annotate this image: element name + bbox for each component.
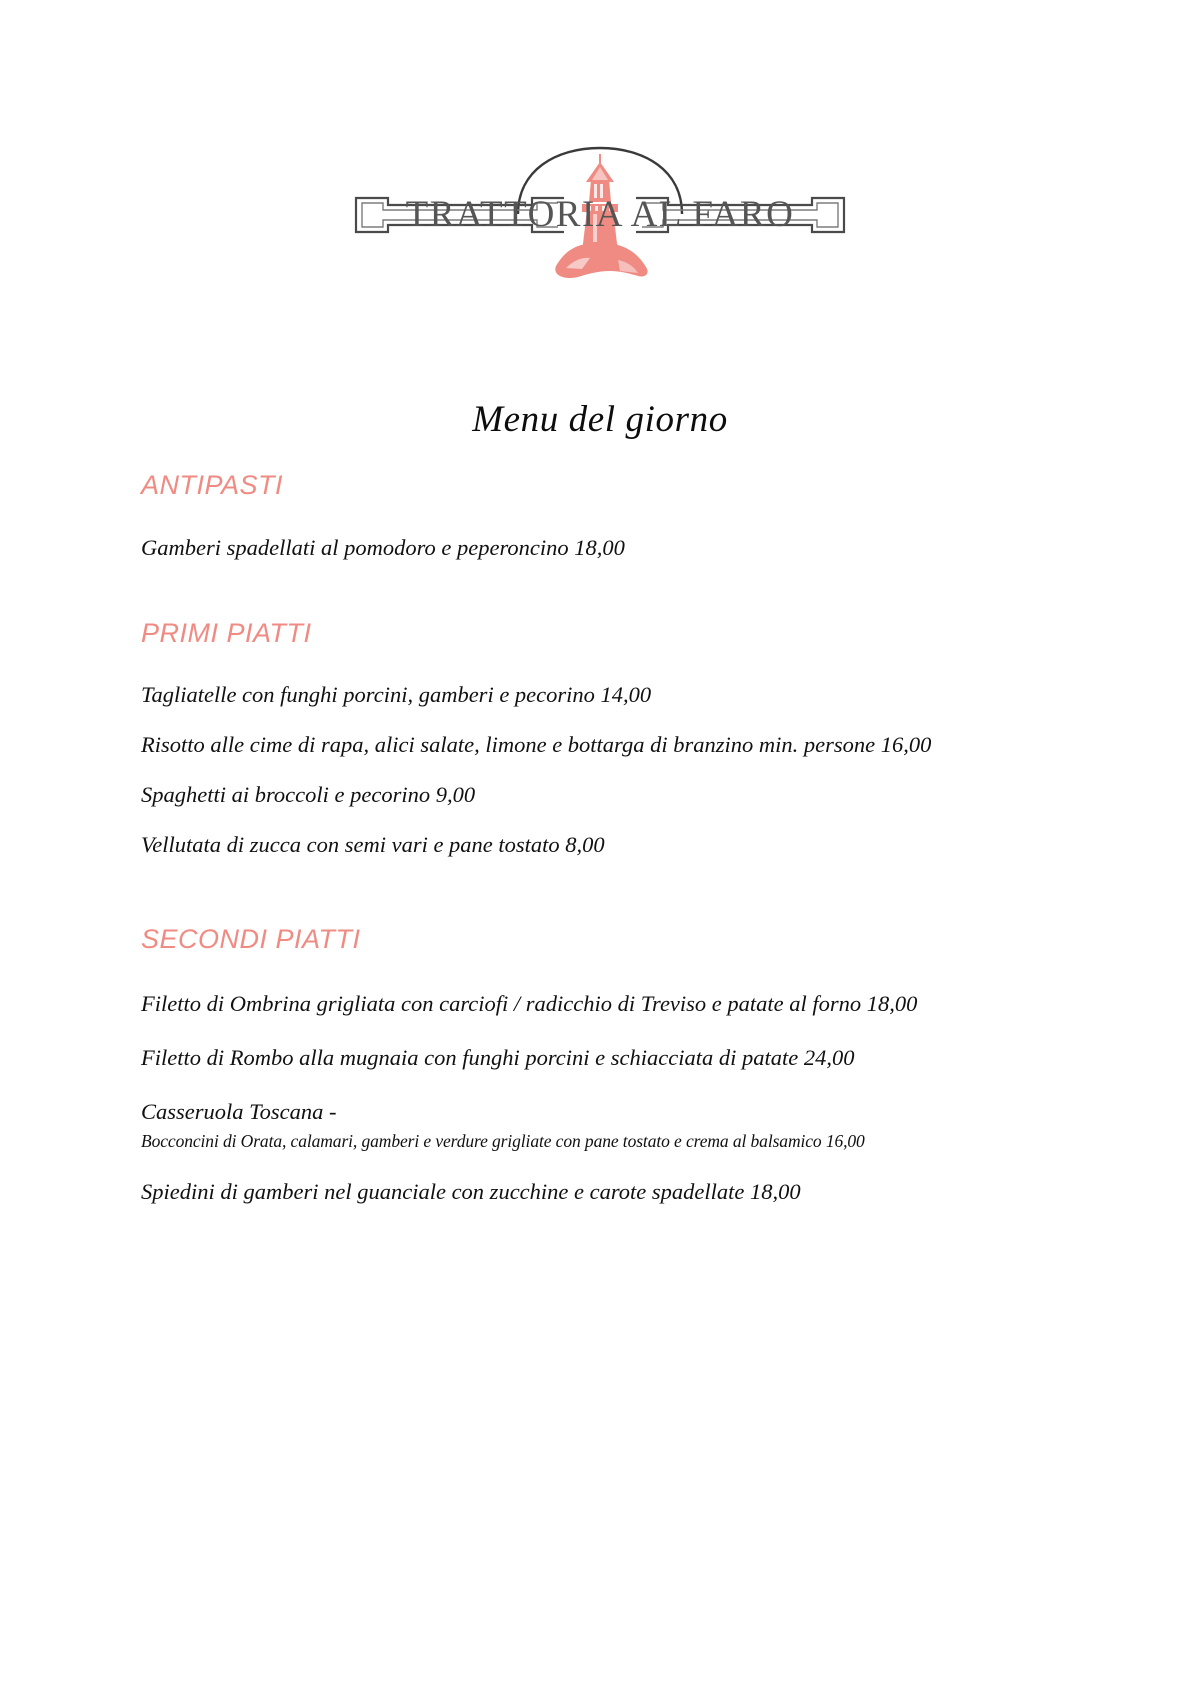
menu-item: Tagliatelle con funghi porcini, gamberi e pecorino 14,00	[141, 681, 652, 707]
menu-item: Spiedini di gamberi nel guanciale con zucchine e carote spadellate 18,00	[141, 1179, 801, 1205]
menu-item: Vellutata di zucca con semi vari e pane tostato 8,00	[141, 831, 605, 857]
menu-content	[141, 470, 1101, 1205]
menu-item: Casseruola Toscana -	[141, 1099, 337, 1125]
restaurant-logo	[0, 140, 1200, 285]
logo-wordmark: TRATTORIA AL FARO	[405, 194, 795, 235]
menu-item-description: Bocconcini di Orata, calamari, gamberi e verdure grigliate con pane tostato e crema al balsamico 16,00	[141, 1131, 865, 1151]
menu-item: Gamberi spadellati al pomodoro e peperoncino 18,00	[141, 535, 625, 560]
menu-item: Filetto di Ombrina grigliata con carciofi / radicchio di Treviso e patate al forno 18,00	[141, 991, 918, 1017]
menu-item: Filetto di Rombo alla mugnaia con funghi porcini e schiacciata di patate 24,00	[141, 1045, 855, 1071]
menu-items-secondi-piatti	[141, 991, 1101, 1205]
menu-item: Risotto alle cime di rapa, alici salate, limone e bottarga di branzino min. persone 16,00	[141, 731, 932, 757]
section-heading-antipasti: ANTIPASTI	[141, 470, 284, 500]
section-heading-primi-piatti: PRIMI PIATTI	[141, 617, 312, 648]
menu-items-antipasti	[141, 535, 1101, 561]
logo-graphic	[342, 140, 858, 285]
section-heading-secondi-piatti: SECONDI PIATTI	[141, 924, 361, 955]
menu-section-primi-piatti	[141, 618, 1101, 858]
menu-section-secondi-piatti	[141, 924, 1101, 1205]
menu-section-antipasti	[141, 470, 1101, 561]
menu-items-primi-piatti	[141, 682, 1101, 858]
page-title: Menu del giorno	[472, 399, 728, 440]
menu-item: Spaghetti ai broccoli e pecorino 9,00	[141, 781, 476, 807]
